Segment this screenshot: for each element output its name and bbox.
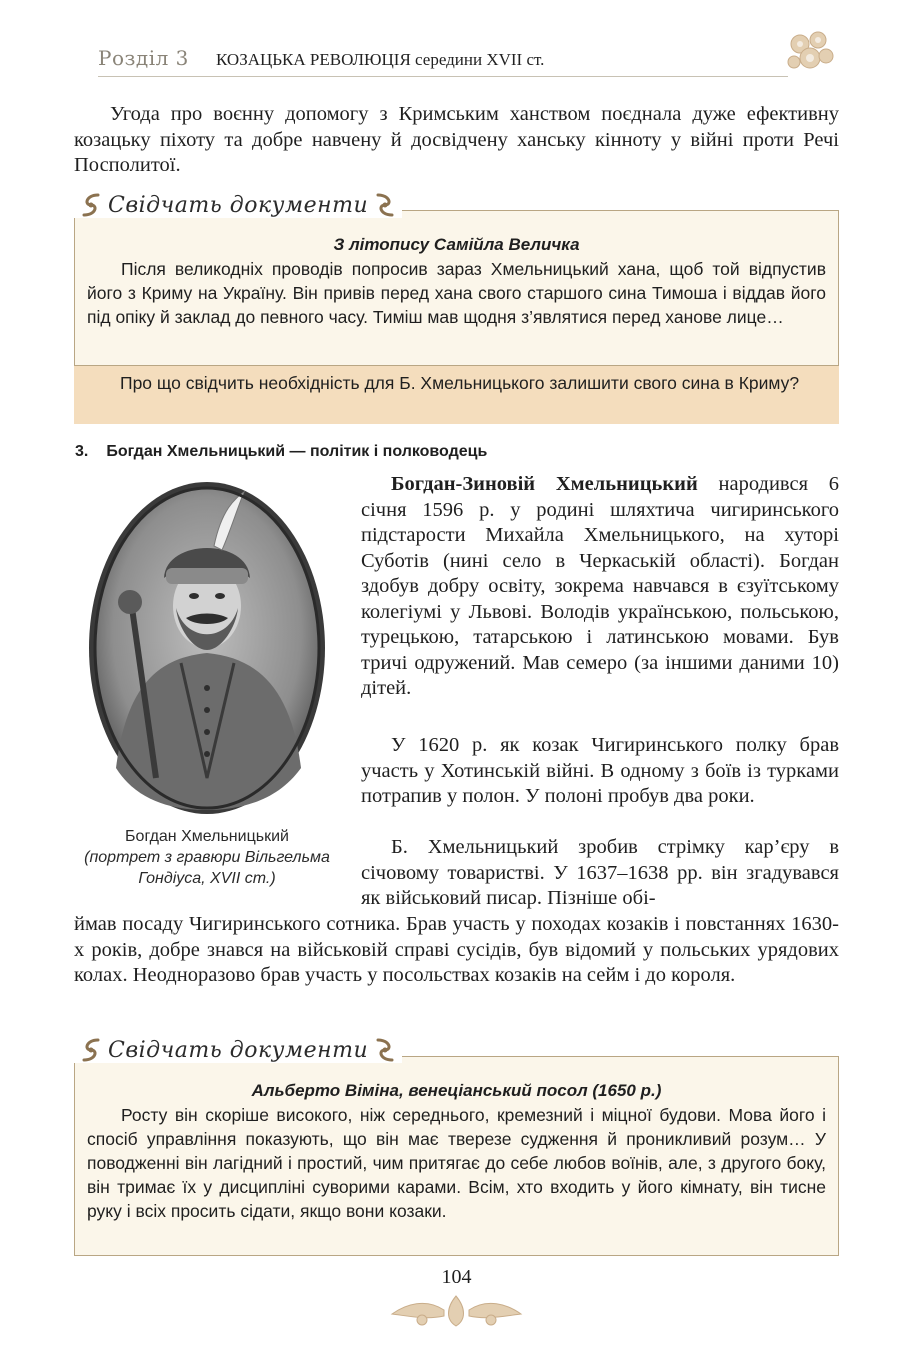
intro-paragraph: Угода про воєнну допомогу з Кримським ханством поєднала дуже ефективну козацьку піхоту та добре навчену й досвідчену ханську кінноту у війні проти Речі Посполитої. (74, 103, 839, 176)
bio-paragraph-3-continued: ймав посаду Чигиринського сотника. Брав участь у походах козаків і повстаннях 1630-х років, добре знався на військовій справі сусідів, був відомий у польських урядових колах. Неодноразово брав участь у посольствах козаків на сейм і до короля. (74, 913, 839, 986)
scroll-ornament-icon (374, 1037, 396, 1063)
document-tag-1 (74, 192, 402, 218)
document-tag-label: Свідчать документи (108, 192, 369, 218)
document-box-1 (74, 210, 839, 366)
section-heading (75, 443, 487, 461)
bio-paragraph-3: Б. Хмельницький зробив стрімку кар’єру в січовому товаристві. У 1637–1638 рр. він згадувався як військовий писар. Пізніше обі- (361, 836, 839, 909)
document-box-2 (74, 1056, 839, 1256)
scroll-ornament-icon (374, 192, 396, 218)
scroll-ornament-icon (80, 192, 102, 218)
section-title: Богдан Хмельницький — політик і полководець (106, 443, 488, 460)
document-tag-2 (74, 1037, 402, 1063)
chapter-title: КОЗАЦЬКА РЕВОЛЮЦІЯ середини XVII ст. (216, 50, 545, 69)
document-title: Альберто Віміна, венеціанський посол (1650 р.) (251, 1081, 662, 1100)
section-number: 3. (75, 443, 89, 460)
bio-name: Богдан-Зиновій Хмельницький (391, 473, 698, 495)
bio-p1-text: народився 6 січня 1596 р. у родині шляхтича чигиринського підстарости Михайла Хмельницького, на хуторі Суботів (нині село в Черкаській області). Богдан здобув добру освіту, зокрема навчався в єзуїтському колегіумі у Львові. Володів українською, польською, турецькою, татарською і латинською мовами. Був тричі одружений. Мав семеро (за іншими даними 10) дітей. (361, 473, 839, 699)
bio-paragraph-2: У 1620 р. як козак Чигиринського полку брав участь у Хотинській війні. В одному з боїв із турками потрапив у полон. У полоні пробув два роки. (361, 734, 839, 807)
caption-name: Богдан Хмельницький (125, 828, 289, 845)
document-tag-label: Свідчать документи (108, 1037, 369, 1063)
bio-paragraph-1 (361, 472, 839, 702)
engraving-portrait-icon (86, 478, 328, 818)
floral-ornament-icon (386, 1290, 527, 1330)
section-label: Розділ 3 (98, 46, 189, 70)
page-number: 104 (441, 1266, 472, 1288)
page-header (98, 46, 788, 77)
portrait-caption (80, 826, 334, 889)
question-box: Про що свідчить необхідність для Б. Хмельницького залишити свого сина в Криму? (74, 366, 839, 424)
document-text: Після великодніх проводів попросив зараз Хмельницький хана, щоб той відпустив його з Криму на Україну. Він привів перед хана свого старшого сина Тимоша і віддав його під опіку й заклад до певного часу. Тиміш мав щодня з’являтися перед ханове лице… (87, 259, 826, 327)
document-text: Росту він скоріше високого, ніж середнього, кремезний і міцної будови. Мова його і спосіб управління показують, що він має тверезе судження й проникливий розум… У поводженні він лагідний і простий, чим притягає до себе любов воїнів, але, з другого боку, він тримає їх у дисципліні суворими карами. Всім, хто входить у його кімнату, він тисне руку і всіх просить сідати, якщо вони козаки. (87, 1105, 826, 1221)
caption-source: (портрет з гравюри Вільгельма Гондіуса, XVII ст.) (84, 849, 330, 887)
scroll-ornament-icon (80, 1037, 102, 1063)
floral-ornament-icon (782, 26, 838, 78)
document-title: З літопису Самійла Величка (333, 235, 580, 254)
